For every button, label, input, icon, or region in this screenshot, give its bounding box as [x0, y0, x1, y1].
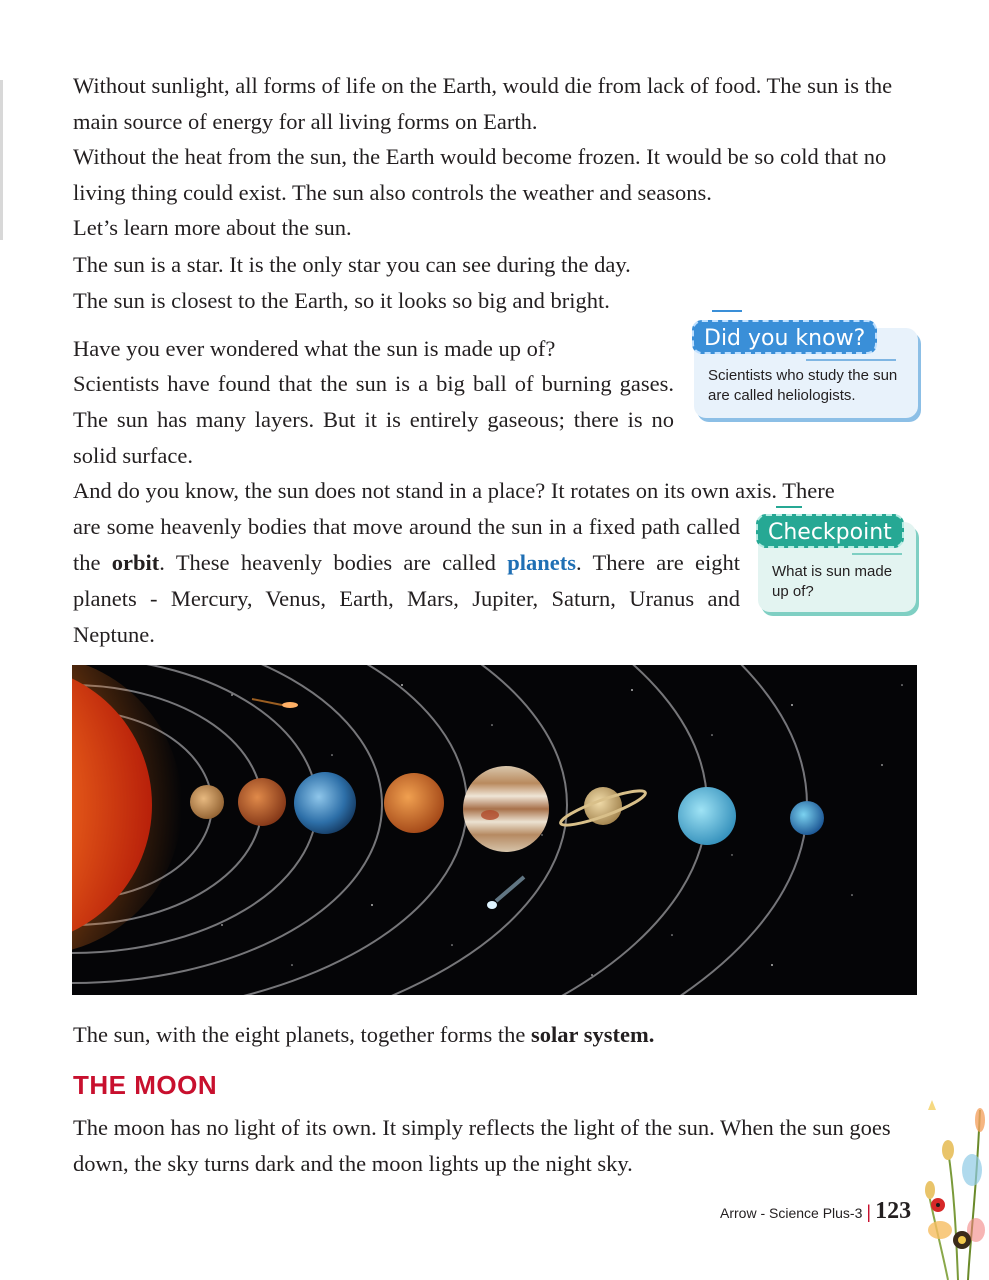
- paragraph-planets: [73, 509, 740, 653]
- page-edge-bar: [0, 80, 3, 240]
- page-footer: [720, 1198, 930, 1225]
- solar-system-keyword: solar system.: [531, 1022, 655, 1047]
- moon-paragraph: The moon has no light of its own. It simply reflects the light of the sun. When the sun goes down, the sky turns dark and the moon lights up the night sky.: [73, 1115, 891, 1176]
- book-title: Arrow - Science Plus-3: [720, 1205, 863, 1221]
- planets-keyword: planets: [507, 550, 576, 575]
- paragraph-burning-gases: Scientists have found that the sun is a big ball of burning gases. The sun has many layers. But it is entirely gaseous; there is no solid surface.: [73, 371, 674, 468]
- venus-planet: [238, 778, 286, 826]
- sun-shape: [72, 665, 182, 955]
- mars-planet: [384, 773, 444, 833]
- checkpoint-accent-line: [776, 506, 802, 508]
- solar-system-illustration: [72, 665, 917, 995]
- did-you-know-box: [694, 328, 918, 418]
- mercury-planet: [190, 785, 224, 819]
- did-you-know-text: Scientists who study the sun are called heliologists.: [708, 367, 898, 404]
- footer-separator: |: [866, 1202, 872, 1222]
- paragraph-heat: Without the heat from the sun, the Earth would become frozen. It would be so cold that no living thing could exist. The sun also controls the weather and seasons.: [73, 144, 887, 205]
- earth-planet: [294, 772, 356, 834]
- checkpoint-title: Checkpoint: [756, 514, 904, 548]
- moon-heading: THE MOON: [73, 1070, 218, 1100]
- paragraph-sun-star: The sun is a star. It is the only star you can see during the day.: [73, 252, 631, 277]
- saturn-planet: [558, 785, 648, 831]
- jupiter-planet: [463, 766, 549, 852]
- paragraph-rotates: And do you know, the sun does not stand in a place? It rotates on its own axis. There: [73, 478, 835, 503]
- paragraph-learn-more: Let’s learn more about the sun.: [73, 215, 352, 240]
- planets-text-b: . These heavenly bodies are called: [159, 550, 508, 575]
- did-you-know-underline: [806, 359, 896, 361]
- planets-text-a: are some heavenly bodies that move around the sun in a fixed path called the: [73, 514, 740, 575]
- page-number: 123: [875, 1198, 912, 1224]
- planets-text-c: . There are eight planets - Mercury, Venus, Earth, Mars, Jupiter, Saturn, Uranus and Neptune.: [73, 550, 740, 647]
- checkpoint-underline: [852, 553, 902, 555]
- orbit-keyword: orbit: [111, 550, 160, 575]
- caption-text: The sun, with the eight planets, together forms the: [73, 1022, 532, 1047]
- neptune-planet: [790, 801, 824, 835]
- uranus-planet: [678, 787, 736, 845]
- did-you-know-accent-line: [712, 310, 742, 312]
- checkpoint-box: [758, 522, 916, 612]
- paragraph-made-up-question: Have you ever wondered what the sun is made up of?: [73, 336, 556, 361]
- did-you-know-title: Did you know?: [692, 320, 877, 354]
- solar-system-caption: [73, 1017, 918, 1053]
- jupiter-red-spot: [481, 810, 499, 820]
- solar-system-image: [72, 665, 917, 995]
- decorative-plant-icon: [918, 1080, 989, 1280]
- paragraph-sunlight: Without sunlight, all forms of life on the Earth, would die from lack of food. The sun is the main source of energy for all living forms on Earth.: [73, 73, 893, 134]
- paragraph-sun-closest: The sun is closest to the Earth, so it looks so big and bright.: [73, 288, 610, 313]
- checkpoint-text: What is sun made up of?: [772, 563, 893, 600]
